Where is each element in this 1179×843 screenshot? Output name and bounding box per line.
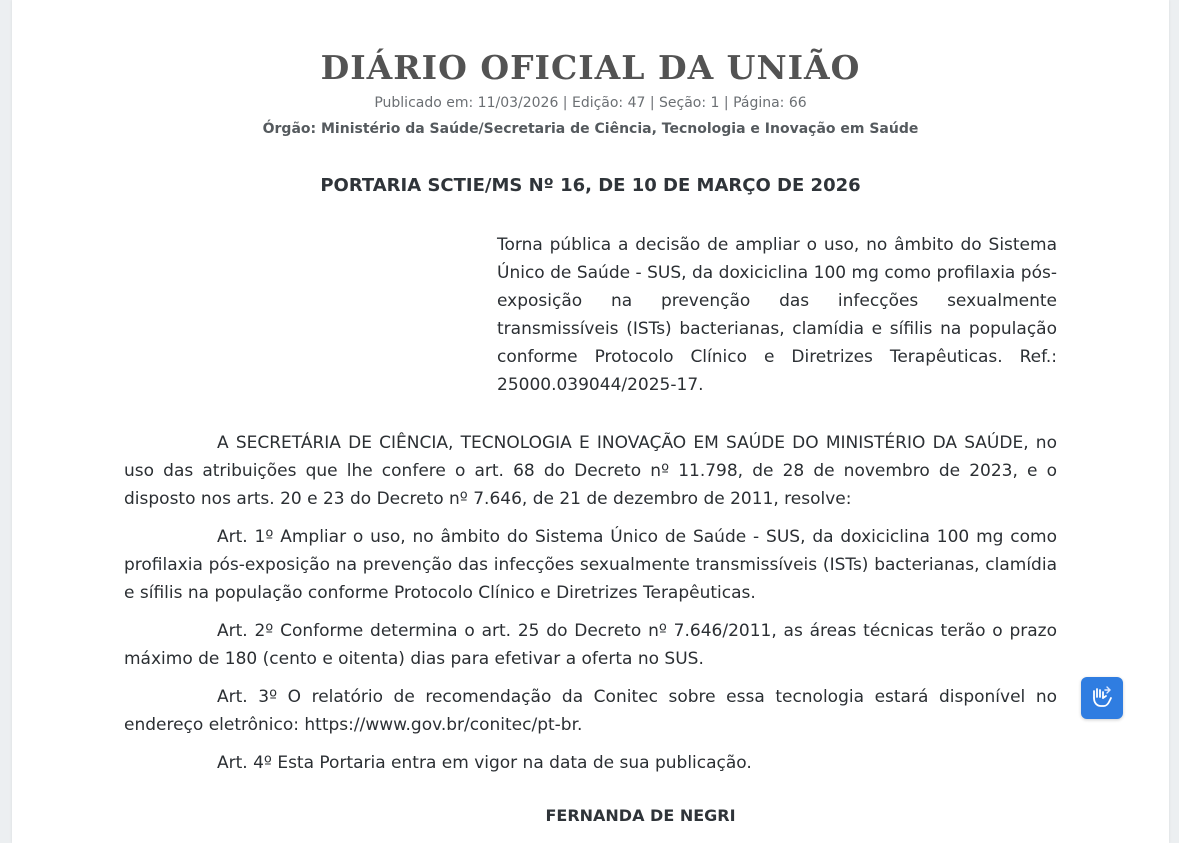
masthead-title: DIÁRIO OFICIAL DA UNIÃO: [320, 48, 861, 87]
ementa: Torna pública a decisão de ampliar o uso, no âmbito do Sistema Único de Saúde - SUS, da doxiciclina 100 mg como profilaxia pós-exposição na prevenção das infecções sexualmente transmissíveis (ISTs) bacterianas, clamídia e sífilis na população conforme Protocolo Clínico e Diretrizes Terapêuticas. Ref.: 25000.039044/2025-17.: [497, 235, 1057, 395]
sign-language-icon: [1088, 684, 1116, 712]
preamble-paragraph: A SECRETÁRIA DE CIÊNCIA, TECNOLOGIA E INOVAÇÃO EM SAÚDE DO MINISTÉRIO DA SAÚDE, no uso das atribuições que lhe confere o art. 68 do Decreto nº 11.798, de 28 de novembro de 2023, e o disposto nos arts. 20 e 23 do Decreto nº 7.646, de 21 de dezembro de 2011, resolve:: [124, 433, 1057, 509]
article-1: Art. 1º Ampliar o uso, no âmbito do Sistema Único de Saúde - SUS, da doxiciclina 100 mg como profilaxia pós-exposição na prevenção das infecções sexualmente transmissíveis (ISTs) bacterianas, clamídia e sífilis na população conforme Protocolo Clínico e Diretrizes Terapêuticas.: [124, 527, 1057, 603]
orgao-line: Órgão: Ministério da Saúde/Secretaria de Ciência, Tecnologia e Inovação em Saúde: [262, 121, 919, 137]
article-2: Art. 2º Conforme determina o art. 25 do Decreto nº 7.646/2011, as áreas técnicas terão o prazo máximo de 180 (cento e oitenta) dias para efetivar a oferta no SUS.: [124, 621, 1057, 669]
article-3: Art. 3º O relatório de recomendação da Conitec sobre essa tecnologia estará disponível no endereço eletrônico: https://www.gov.br/conitec/pt-br.: [124, 687, 1057, 735]
act-title: PORTARIA SCTIE/MS Nº 16, DE 10 DE MARÇO DE 2026: [320, 175, 861, 196]
article-4: Art. 4º Esta Portaria entra em vigor na data de sua publicação.: [217, 753, 752, 773]
document-page: [12, 0, 1169, 843]
vlibras-accessibility-button[interactable]: [1081, 677, 1123, 719]
act-body: [124, 429, 1057, 787]
publication-info: Publicado em: 11/03/2026 | Edição: 47 | Seção: 1 | Página: 66: [374, 95, 807, 111]
signature: FERNANDA DE NEGRI: [545, 806, 736, 825]
